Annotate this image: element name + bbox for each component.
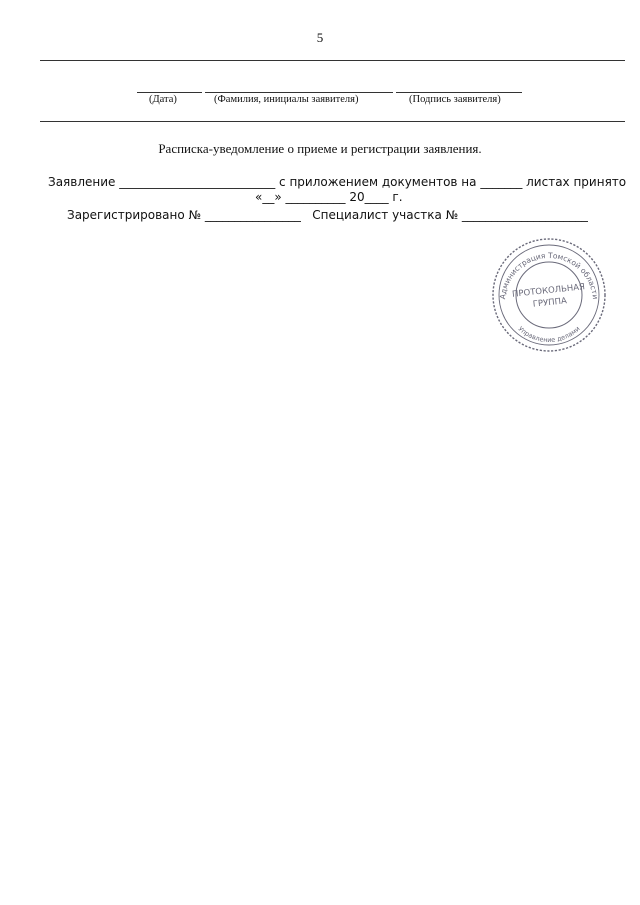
receipt-line-registration: Зарегистрировано № ________________ Специалист участка № _____________________ [67, 208, 588, 222]
top-divider [40, 60, 625, 61]
section-divider [40, 121, 625, 122]
name-line [205, 92, 393, 93]
stamp-center-line-2: ГРУППА [532, 296, 568, 310]
date-line [137, 92, 202, 93]
official-stamp [486, 236, 612, 354]
stamp-center-line-1: ПРОТОКОЛЬНАЯ [511, 282, 586, 300]
receipt-title: Расписка-уведомление о приеме и регистрации заявления. [158, 141, 482, 156]
stamp-outer-text: Администрация Томской области [498, 250, 600, 300]
receipt-line-application: Заявление __________________________ с приложением документов на _______ листах принято [48, 175, 627, 189]
page-number: 5 [316, 30, 324, 45]
receipt-line-date: «__» __________ 20____ г. [255, 190, 403, 204]
stamp-bottom-text: Управление делами [516, 324, 582, 345]
date-caption: (Дата) [149, 94, 177, 105]
signature-caption: (Подпись заявителя) [409, 94, 501, 105]
name-caption: (Фамилия, инициалы заявителя) [214, 94, 359, 105]
signature-line [396, 92, 522, 93]
